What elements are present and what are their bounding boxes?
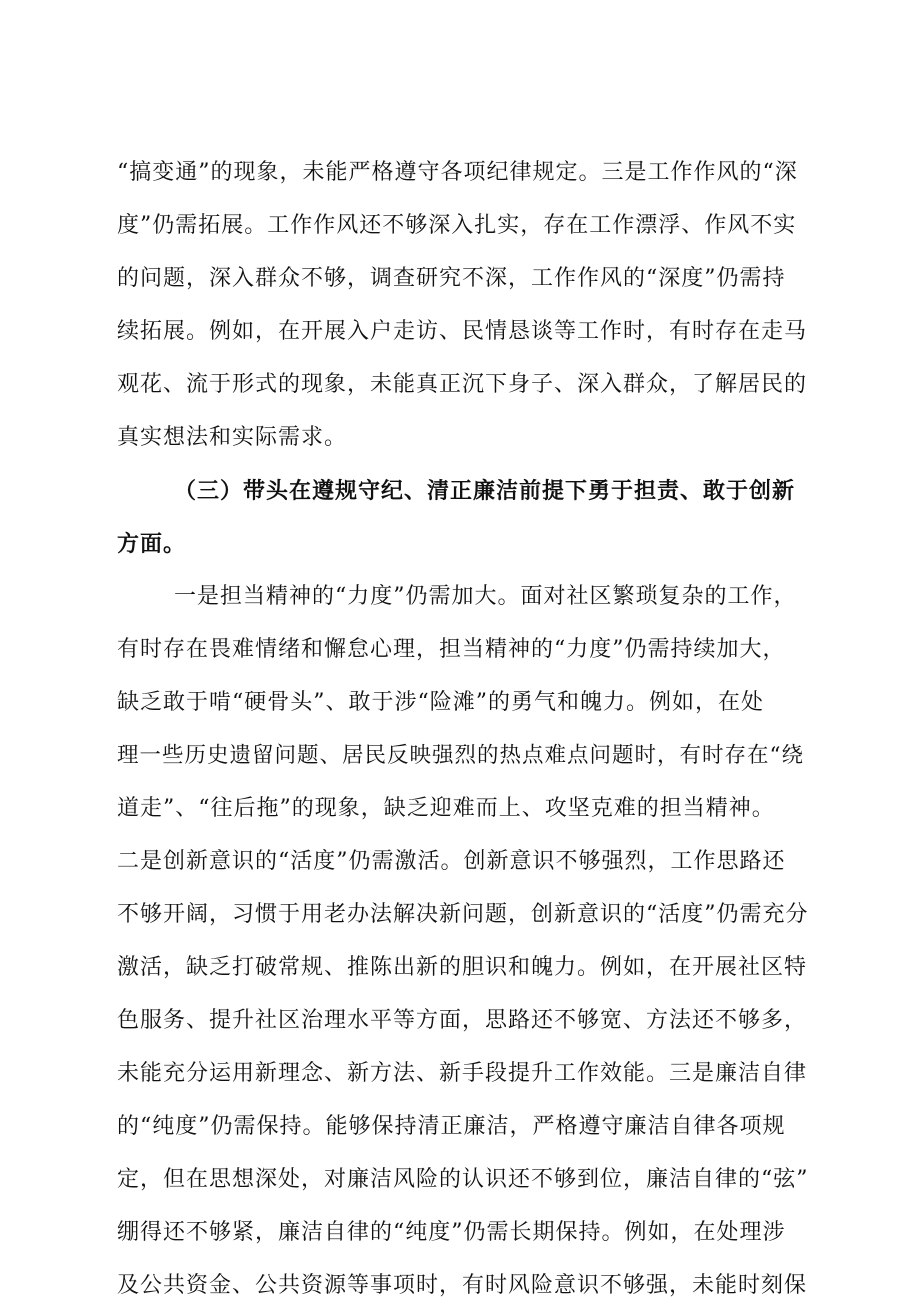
body-text-line: “搞变通”的现象，未能严格遵守各项纪律规定。三是工作作风的“深 — [117, 160, 798, 185]
body-text-line: 不够开阔，习惯于用老办法解决新问题，创新意识的“活度”仍需充分 — [117, 902, 809, 927]
body-text-line: 二是创新意识的“活度”仍需激活。创新意识不够强烈，工作思路还 — [117, 849, 786, 874]
body-text-line: 缺乏敢于啃“硬骨头”、敢于涉“险滩”的勇气和魄力。例如，在处 — [117, 690, 764, 715]
body-text-line: 色服务、提升社区治理水平等方面，思路还不够宽、方法还不够多， — [117, 1008, 808, 1033]
body-text-line: 一是担当精神的“力度”仍需加大。面对社区繁琐复杂的工作， — [174, 584, 797, 609]
body-text-line: 度”仍需拓展。工作作风还不够深入扎实，存在工作漂浮、作风不实 — [117, 213, 797, 238]
body-text-line: 观花、流于形式的现象，未能真正沉下身子、深入群众，了解居民的 — [117, 372, 808, 397]
body-text-line: 理一些历史遗留问题、居民反映强烈的热点难点问题时，有时存在“绕 — [117, 743, 804, 768]
body-text-line: 有时存在畏难情绪和懈怠心理，担当精神的“力度”仍需持续加大， — [117, 637, 786, 662]
body-text-line: 道走”、“往后拖”的现象，缺乏迎难而上、攻坚克难的担当精神。 — [117, 796, 775, 821]
body-text-line: 绷得还不够紧，廉洁自律的“纯度”仍需长期保持。例如，在处理涉 — [117, 1220, 786, 1245]
body-text-line: 续拓展。例如，在开展入户走访、民情恳谈等工作时，有时存在走马 — [117, 319, 808, 344]
section-heading: （三）带头在遵规守纪、清正廉洁前提下勇于担责、敢于创新 — [174, 478, 796, 504]
body-text-line: 激活，缺乏打破常规、推陈出新的胆识和魄力。例如，在开展社区特 — [117, 955, 808, 980]
section-heading: 方面。 — [117, 531, 187, 557]
body-text-line: 未能充分运用新理念、新方法、新手段提升工作效能。三是廉洁自律 — [117, 1061, 808, 1086]
body-text-line: 真实想法和实际需求。 — [117, 425, 348, 450]
body-text-line: 定，但在思想深处，对廉洁风险的认识还不够到位，廉洁自律的“弦” — [117, 1167, 809, 1192]
body-text-line: 及公共资金、公共资源等事项时，有时风险意识不够强，未能时刻保 — [117, 1273, 808, 1298]
body-text-line: 的“纯度”仍需保持。能够保持清正廉洁，严格遵守廉洁自律各项规 — [117, 1114, 786, 1139]
body-text-line: 的问题，深入群众不够，调查研究不深，工作作风的“深度”仍需持 — [117, 266, 786, 291]
